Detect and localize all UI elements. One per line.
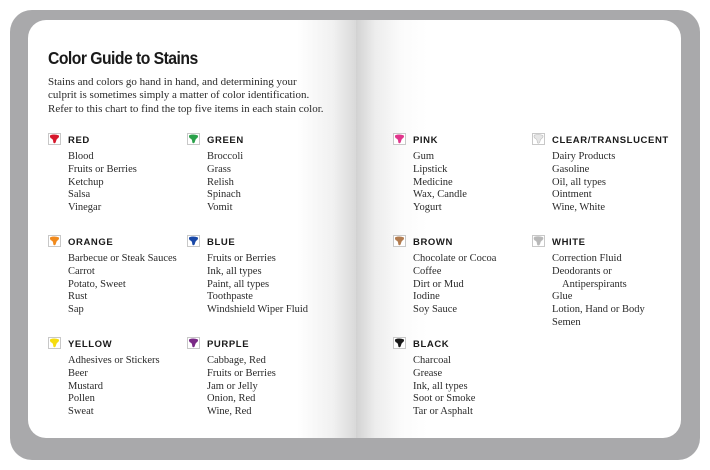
stain-swatch-icon	[393, 337, 406, 349]
list-item: Semen	[552, 316, 581, 328]
list-item: Ink, all types	[413, 380, 468, 392]
category-header	[393, 133, 543, 148]
stain-list	[552, 253, 682, 330]
list-item: Antiperspirants	[562, 278, 627, 290]
category-name: YELLOW	[68, 339, 113, 350]
list-item: Gum	[413, 151, 434, 162]
stain-list	[413, 253, 543, 317]
list-item: Deodorants or	[552, 265, 612, 277]
stain-swatch-icon	[532, 235, 545, 247]
category-purple	[187, 337, 337, 419]
list-item: Onion, Red	[207, 393, 256, 405]
category-blue	[187, 235, 337, 317]
category-name: CLEAR/TRANSLUCENT	[552, 135, 669, 146]
stain-swatch-icon	[187, 133, 200, 145]
list-item: Coffee	[413, 265, 442, 277]
list-item: Wine, Red	[207, 406, 252, 418]
list-item: Toothpaste	[207, 291, 253, 303]
category-header	[393, 235, 543, 250]
stain-list	[413, 151, 543, 215]
stain-list	[68, 151, 198, 215]
list-item: Salsa	[68, 189, 91, 201]
category-header	[48, 133, 198, 148]
category-header	[532, 235, 682, 250]
category-orange	[48, 235, 198, 317]
category-header	[187, 133, 337, 148]
list-item: Fruits or Berries	[207, 367, 276, 379]
list-item: Jam or Jelly	[207, 380, 258, 392]
list-item: Windshield Wiper Fluid	[207, 304, 309, 316]
stain-list	[68, 253, 198, 317]
category-name: PINK	[413, 135, 439, 146]
list-item: Lipstick	[413, 163, 448, 175]
category-name: ORANGE	[68, 237, 114, 248]
category-brown	[393, 235, 543, 317]
list-item: Relish	[207, 176, 234, 188]
stain-swatch-icon	[187, 337, 200, 349]
list-item: Paint, all types	[207, 278, 270, 290]
list-item: Barbecue or Steak Sauces	[68, 253, 177, 264]
category-name: BLUE	[207, 237, 236, 248]
list-item: Glue	[552, 291, 573, 303]
list-item: Fruits or Berries	[68, 163, 137, 175]
list-item: Tar or Asphalt	[413, 406, 473, 418]
list-item: Fruits or Berries	[207, 253, 276, 264]
list-item: Medicine	[413, 176, 453, 188]
page-title: Color Guide to Stains	[48, 48, 198, 68]
list-item: Correction Fluid	[552, 253, 622, 264]
category-clear-translucent	[532, 133, 682, 215]
list-item: Soot or Smoke	[413, 393, 476, 405]
list-item: Mustard	[68, 380, 103, 392]
category-header	[187, 337, 337, 352]
list-item: Ink, all types	[207, 265, 262, 277]
list-item: Soy Sauce	[413, 304, 458, 316]
list-item: Pollen	[68, 393, 95, 405]
stain-swatch-icon	[48, 235, 61, 247]
stain-list	[413, 355, 543, 419]
category-name: GREEN	[207, 135, 244, 146]
stain-swatch-icon	[393, 133, 406, 145]
stain-swatch-icon	[532, 133, 545, 145]
list-item: Chocolate or Cocoa	[413, 253, 497, 264]
list-item: Dairy Products	[552, 151, 616, 162]
list-item: Grease	[413, 367, 443, 379]
list-item: Ointment	[552, 189, 592, 201]
stain-swatch-icon	[393, 235, 406, 247]
category-name: BLACK	[413, 339, 450, 350]
stain-list	[552, 151, 682, 215]
list-item: Broccoli	[207, 151, 244, 162]
list-item: Yogurt	[413, 202, 442, 214]
list-item: Lotion, Hand or Body	[552, 304, 645, 316]
category-header	[532, 133, 682, 148]
category-name: RED	[68, 135, 90, 146]
stain-list	[68, 355, 198, 419]
category-header	[393, 337, 543, 352]
list-item: Vomit	[207, 202, 233, 214]
list-item: Cabbage, Red	[207, 355, 266, 366]
category-header	[48, 235, 198, 250]
list-item: Spinach	[207, 189, 241, 201]
category-green	[187, 133, 337, 215]
list-item: Charcoal	[413, 355, 451, 366]
list-item: Wax, Candle	[413, 189, 467, 201]
list-item: Ketchup	[68, 176, 104, 188]
category-black	[393, 337, 543, 419]
intro-paragraph: Stains and colors go hand in hand, and determining your culprit is sometimes simply a matter of color identification. Refer to this chart to find the top five items in each stain color.	[48, 76, 324, 115]
list-item: Dirt or Mud	[413, 278, 464, 290]
stain-swatch-icon	[48, 337, 61, 349]
stain-list	[207, 355, 337, 419]
category-pink	[393, 133, 543, 215]
list-item: Wine, White	[552, 202, 606, 214]
list-item: Gasoline	[552, 163, 590, 175]
category-name: BROWN	[413, 237, 453, 248]
category-white	[532, 235, 682, 330]
category-name: PURPLE	[207, 339, 250, 350]
list-item: Carrot	[68, 265, 95, 277]
list-item: Oil, all types	[552, 176, 606, 188]
list-item: Iodine	[413, 291, 440, 303]
stain-list	[207, 253, 337, 317]
list-item: Sweat	[68, 406, 94, 418]
category-header	[187, 235, 337, 250]
list-item: Vinegar	[68, 202, 102, 214]
list-item: Sap	[68, 304, 84, 316]
list-item: Grass	[207, 163, 231, 175]
list-item: Rust	[68, 291, 88, 303]
category-red	[48, 133, 198, 215]
list-item: Beer	[68, 367, 88, 379]
list-item: Potato, Sweet	[68, 278, 126, 290]
stain-swatch-icon	[187, 235, 200, 247]
category-name: WHITE	[552, 237, 586, 248]
stain-swatch-icon	[48, 133, 61, 145]
category-yellow	[48, 337, 198, 419]
list-item: Blood	[68, 151, 94, 162]
stain-list	[207, 151, 337, 215]
category-header	[48, 337, 198, 352]
list-item: Adhesives or Stickers	[68, 355, 160, 366]
